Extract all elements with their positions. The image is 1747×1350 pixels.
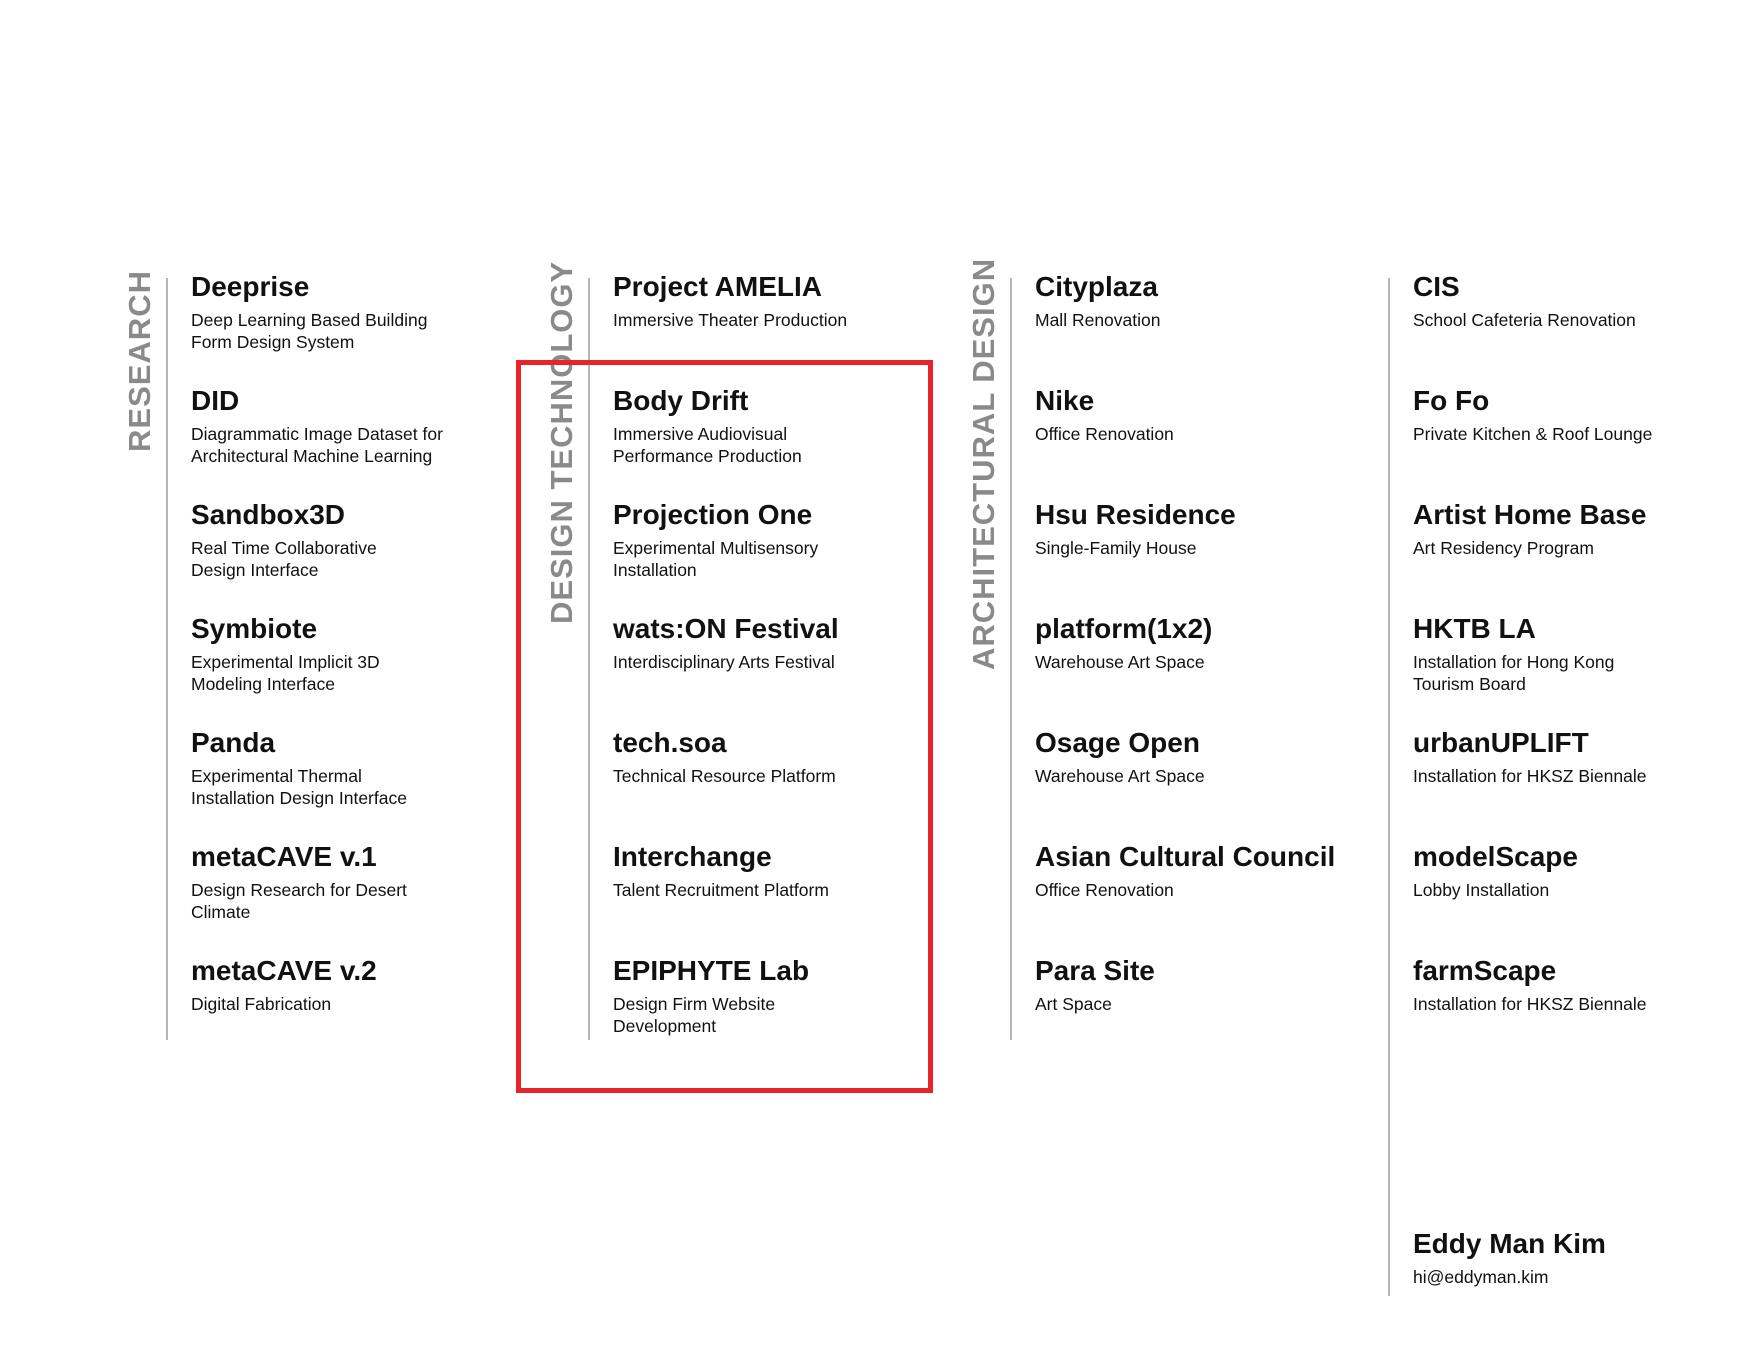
project-description: Immersive Audiovisual Performance Production bbox=[613, 424, 802, 466]
project-panda bbox=[191, 727, 531, 809]
project-title-link[interactable]: Symbiote bbox=[191, 613, 318, 644]
project-artist-home-base bbox=[1413, 499, 1747, 559]
project-title-link[interactable]: Project AMELIA bbox=[613, 271, 822, 302]
project-title-link[interactable]: Nike bbox=[1035, 385, 1095, 416]
project-description: Installation for Hong Kong Tourism Board bbox=[1413, 652, 1615, 694]
project-title-link[interactable]: DID bbox=[191, 385, 240, 416]
project-cityplaza bbox=[1035, 271, 1375, 331]
project-title-link[interactable]: Cityplaza bbox=[1035, 271, 1158, 302]
project-description: Diagrammatic Image Dataset for Architectural Machine Learning bbox=[191, 424, 443, 466]
project-asian-cultural-council bbox=[1035, 841, 1375, 901]
project-description: School Cafeteria Renovation bbox=[1413, 310, 1636, 330]
divider-design-technology bbox=[588, 278, 590, 1040]
project-description: Experimental Implicit 3D Modeling Interface bbox=[191, 652, 380, 694]
project-description: Office Renovation bbox=[1035, 880, 1174, 900]
project-title-link[interactable]: CIS bbox=[1413, 271, 1460, 302]
project-interchange bbox=[613, 841, 953, 901]
project-description: Private Kitchen & Roof Lounge bbox=[1413, 424, 1653, 444]
section-title-research: RESEARCH bbox=[122, 270, 157, 452]
project-description: Experimental Thermal Installation Design Interface bbox=[191, 766, 407, 808]
project-nike bbox=[1035, 385, 1375, 445]
project-title-link[interactable]: Sandbox3D bbox=[191, 499, 346, 530]
contact-email-link[interactable]: hi@eddyman.kim bbox=[1413, 1267, 1549, 1287]
project-title-link[interactable]: Projection One bbox=[613, 499, 813, 530]
project-title-link[interactable]: HKTB LA bbox=[1413, 613, 1536, 644]
section-title-architectural-design: ARCHITECTURAL DESIGN bbox=[966, 257, 1001, 670]
project-did bbox=[191, 385, 531, 467]
project-title-link[interactable]: Artist Home Base bbox=[1413, 499, 1647, 530]
project-title-link[interactable]: Fo Fo bbox=[1413, 385, 1490, 416]
project-urbanuplift bbox=[1413, 727, 1747, 787]
project-metacave-v1 bbox=[191, 841, 531, 923]
project-title-link[interactable]: EPIPHYTE Lab bbox=[613, 955, 810, 986]
project-hsu-residence bbox=[1035, 499, 1375, 559]
project-epiphyte-lab bbox=[613, 955, 953, 1037]
project-hktb-la bbox=[1413, 613, 1747, 695]
project-description: Single-Family House bbox=[1035, 538, 1197, 558]
project-title-link[interactable]: Interchange bbox=[613, 841, 772, 872]
project-description: Talent Recruitment Platform bbox=[613, 880, 829, 900]
divider-column-four bbox=[1388, 278, 1390, 1296]
project-title-link[interactable]: wats:ON Festival bbox=[613, 613, 839, 644]
project-description: Digital Fabrication bbox=[191, 994, 332, 1014]
project-title-link[interactable]: metaCAVE v.1 bbox=[191, 841, 377, 872]
project-description: Design Research for Desert Climate bbox=[191, 880, 407, 922]
project-metacave-v2 bbox=[191, 955, 531, 1015]
project-title-link[interactable]: Asian Cultural Council bbox=[1035, 841, 1336, 872]
project-description: Immersive Theater Production bbox=[613, 310, 848, 330]
project-description: Lobby Installation bbox=[1413, 880, 1550, 900]
project-description: Office Renovation bbox=[1035, 424, 1174, 444]
project-para-site bbox=[1035, 955, 1375, 1015]
project-title-link[interactable]: tech.soa bbox=[613, 727, 727, 758]
project-description: Real Time Collaborative Design Interface bbox=[191, 538, 377, 580]
project-projection-one bbox=[613, 499, 953, 581]
project-modelscape bbox=[1413, 841, 1747, 901]
project-title-link[interactable]: platform(1x2) bbox=[1035, 613, 1213, 644]
project-description: Interdisciplinary Arts Festival bbox=[613, 652, 835, 672]
section-title-design-technology: DESIGN TECHNOLOGY bbox=[544, 260, 579, 624]
project-description: Installation for HKSZ Biennale bbox=[1413, 994, 1647, 1014]
divider-architectural-design bbox=[1010, 278, 1012, 1040]
project-description: Installation for HKSZ Biennale bbox=[1413, 766, 1647, 786]
project-description: Experimental Multisensory Installation bbox=[613, 538, 819, 580]
project-description: Warehouse Art Space bbox=[1035, 652, 1205, 672]
project-description: Deep Learning Based Building Form Design System bbox=[191, 310, 428, 352]
project-description: Warehouse Art Space bbox=[1035, 766, 1205, 786]
project-tech-soa bbox=[613, 727, 953, 787]
project-title-link[interactable]: Osage Open bbox=[1035, 727, 1200, 758]
project-title-link[interactable]: metaCAVE v.2 bbox=[191, 955, 377, 986]
project-title-link[interactable]: modelScape bbox=[1413, 841, 1578, 872]
project-title-link[interactable]: Panda bbox=[191, 727, 276, 758]
project-fo-fo bbox=[1413, 385, 1747, 445]
project-title-link[interactable]: Deeprise bbox=[191, 271, 310, 302]
project-title-link[interactable]: Hsu Residence bbox=[1035, 499, 1236, 530]
project-body-drift bbox=[613, 385, 953, 467]
project-description: Technical Resource Platform bbox=[613, 766, 836, 786]
project-platform-1x2 bbox=[1035, 613, 1375, 673]
project-description: Art Space bbox=[1035, 994, 1112, 1014]
project-deeprise bbox=[191, 271, 531, 353]
divider-research bbox=[166, 278, 168, 1040]
project-amelia bbox=[613, 271, 953, 331]
project-title-link[interactable]: Para Site bbox=[1035, 955, 1155, 986]
project-sandbox3d bbox=[191, 499, 531, 581]
project-cis bbox=[1413, 271, 1747, 331]
contact-name: Eddy Man Kim bbox=[1413, 1228, 1606, 1259]
project-description: Art Residency Program bbox=[1413, 538, 1594, 558]
project-description: Mall Renovation bbox=[1035, 310, 1161, 330]
project-title-link[interactable]: farmScape bbox=[1413, 955, 1557, 986]
project-osage-open bbox=[1035, 727, 1375, 787]
project-description: Design Firm Website Development bbox=[613, 994, 776, 1036]
project-title-link[interactable]: urbanUPLIFT bbox=[1413, 727, 1589, 758]
project-farmscape bbox=[1413, 955, 1747, 1015]
contact-block bbox=[1413, 1228, 1747, 1288]
project-title-link[interactable]: Body Drift bbox=[613, 385, 749, 416]
project-symbiote bbox=[191, 613, 531, 695]
project-watson-festival bbox=[613, 613, 953, 673]
